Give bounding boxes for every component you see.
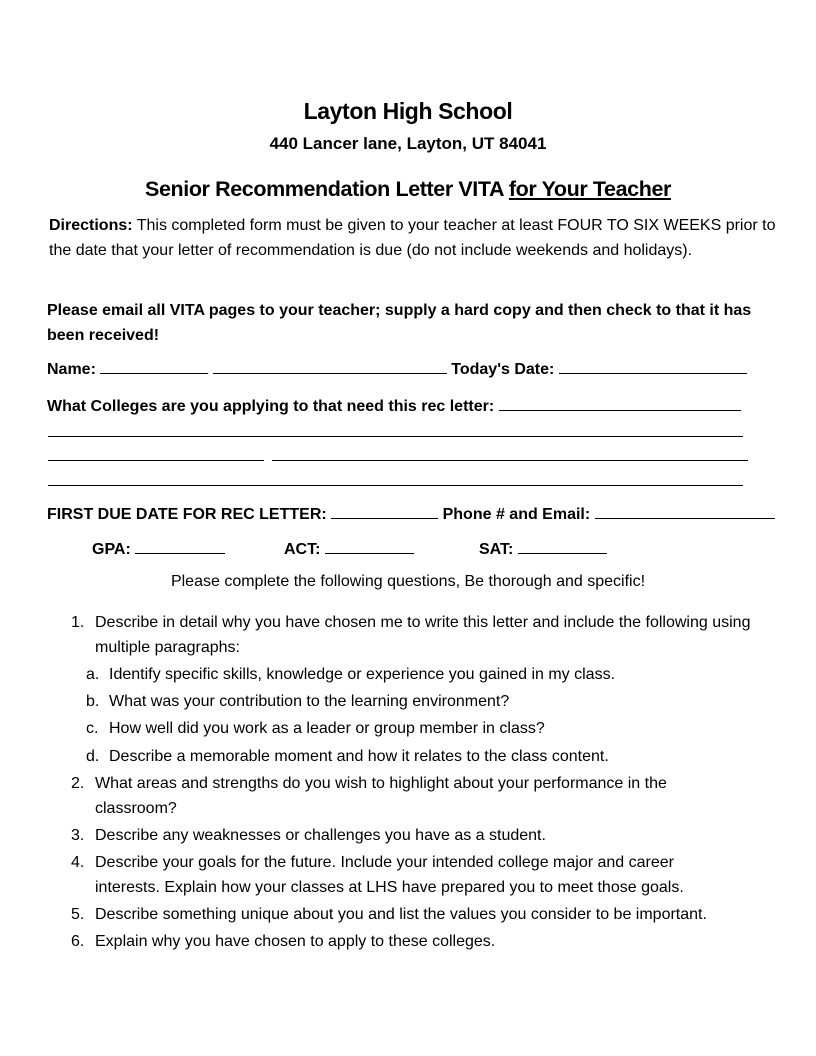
name-label: Name:	[47, 361, 96, 378]
form-title-main: Senior Recommendation Letter VITA	[145, 177, 509, 201]
due-date-row	[47, 504, 775, 524]
sub-question-text: Describe a memorable moment and how it relates to the class content.	[109, 748, 609, 765]
sub-question-text: What was your contribution to the learning environment?	[109, 693, 510, 710]
todays-date-label: Today's Date:	[451, 361, 555, 378]
act-blank[interactable]	[325, 539, 414, 554]
instructions: Please complete the following questions, Be thorough and specific!	[170, 573, 646, 590]
question-text: Describe any weaknesses or challenges you have as a student.	[95, 827, 546, 844]
due-date-label: FIRST DUE DATE FOR REC LETTER:	[47, 506, 327, 523]
sub-question-letter: a.	[86, 666, 100, 683]
question-text: Describe your goals for the future. Include your intended college major and career interests. Explain how your classes at LHS have prepared you to meet those goals.	[95, 854, 684, 896]
question-text: Describe in detail why you have chosen me to write this letter and include the following using multiple paragraphs:	[95, 614, 751, 656]
sat-field	[479, 539, 607, 559]
sat-label: SAT:	[479, 541, 514, 558]
colleges-blank-3a[interactable]	[48, 460, 264, 461]
question-number: 5.	[71, 906, 85, 923]
phone-email-label: Phone # and Email:	[442, 506, 591, 523]
phone-email-blank[interactable]	[595, 504, 775, 519]
sub-question-text: Identify specific skills, knowledge or experience you gained in my class.	[109, 666, 616, 683]
question-number: 1.	[71, 614, 85, 631]
sub-question-letter: d.	[86, 748, 100, 765]
sub-question-text: How well did you work as a leader or group member in class?	[109, 720, 545, 737]
form-title	[0, 177, 816, 202]
directions-text: This completed form must be given to your teacher at least FOUR TO SIX WEEKS prior to the date that your letter of recommendation is due (do not include weekends and holidays).	[49, 217, 776, 259]
colleges-label: What Colleges are you applying to that need this rec letter:	[47, 398, 495, 415]
school-address: 440 Lancer lane, Layton, UT 84041	[269, 134, 547, 153]
question-number: 4.	[71, 854, 85, 871]
todays-date-blank[interactable]	[559, 359, 747, 374]
gpa-field	[92, 539, 225, 559]
form-title-underlined: for Your Teacher	[508, 177, 671, 201]
question-text: What areas and strengths do you wish to highlight about your performance in the classroom?	[95, 775, 667, 817]
act-label: ACT:	[284, 541, 321, 558]
sat-blank[interactable]	[518, 539, 607, 554]
email-note: Please email all VITA pages to your teacher; supply a hard copy and then check to that it has been received!	[47, 302, 752, 344]
sub-question-letter: c.	[86, 720, 99, 737]
last-name-blank[interactable]	[213, 359, 447, 374]
directions-label: Directions:	[49, 217, 133, 234]
question-number: 2.	[71, 775, 85, 792]
due-date-blank[interactable]	[331, 504, 438, 519]
colleges-row	[47, 396, 741, 416]
colleges-blank-3b[interactable]	[272, 460, 748, 461]
directions-paragraph	[49, 214, 789, 263]
sub-question-letter: b.	[86, 693, 100, 710]
colleges-blank-2[interactable]	[48, 436, 743, 437]
gpa-label: GPA:	[92, 541, 131, 558]
first-name-blank[interactable]	[100, 359, 208, 374]
question-text: Describe something unique about you and list the values you consider to be important.	[95, 906, 707, 923]
gpa-blank[interactable]	[135, 539, 225, 554]
colleges-blank-1[interactable]	[499, 396, 741, 411]
name-row	[47, 359, 747, 379]
colleges-blank-4[interactable]	[48, 485, 743, 486]
school-name: Layton High School	[303, 98, 513, 124]
question-number: 6.	[71, 933, 85, 950]
act-field	[284, 539, 414, 559]
question-text: Explain why you have chosen to apply to these colleges.	[95, 933, 496, 950]
question-number: 3.	[71, 827, 85, 844]
